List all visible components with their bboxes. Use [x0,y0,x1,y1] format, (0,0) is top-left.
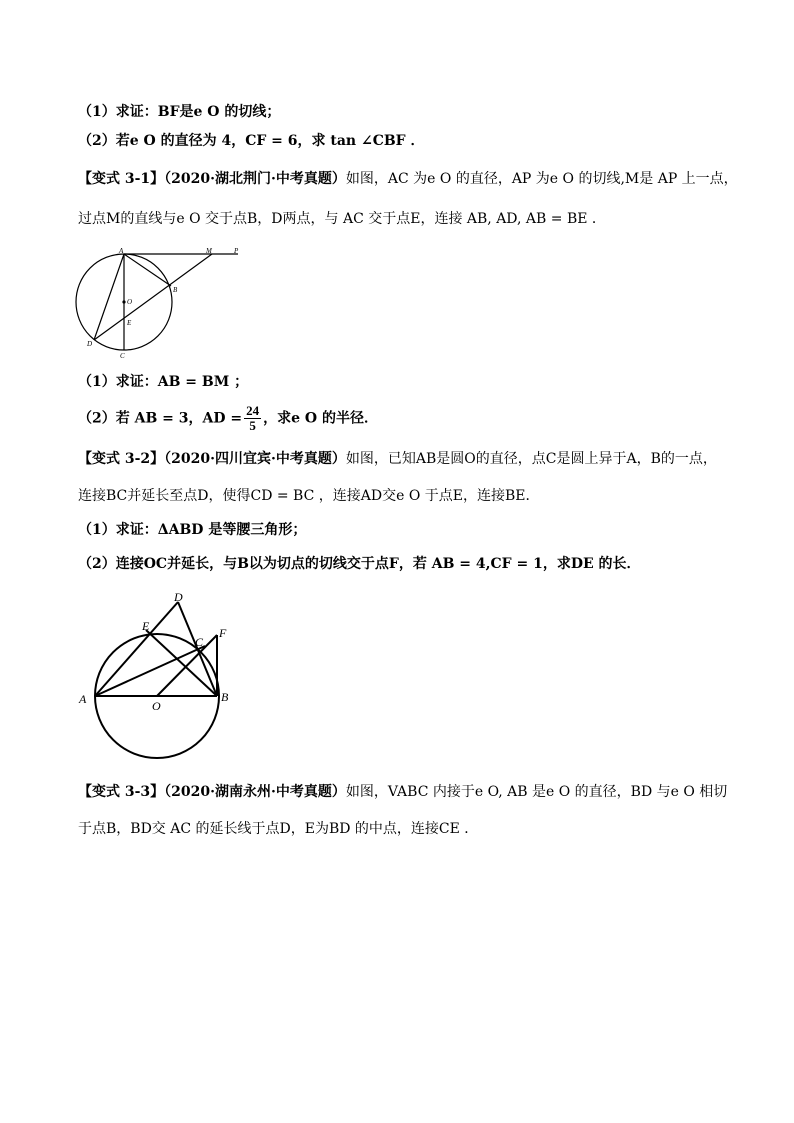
variant-3-2-text-1: 如图，已知AB是圆O的直径，点C是圆上异于A，B的一点， [345,451,717,467]
fig31-label-b: B [173,286,178,294]
variant-3-1-question-2 [78,404,378,433]
variant-3-2-statement-line1 [78,450,717,468]
variant-3-3-statement-line2: 于点B，BD交 AC 的延长线于点D，E为BD 的中点，连接CE ． [78,821,479,837]
variant-3-2-tag: 【变式 3-2】 [78,451,165,467]
variant-3-1-source: （2020·湖北荆门·中考真题） [164,171,346,187]
variant-3-1-statement-line1 [78,170,738,188]
variant-3-3-statement-line1 [78,783,727,801]
fig31-label-a: A [119,247,124,255]
variant-3-3-text-1: 如图，VABC 内接于e O, AB 是e O 的直径，BD 与e O 相切 [345,784,728,800]
fig32-label-a: A [79,692,87,706]
fig31-label-m: M [206,247,212,255]
fraction-24-5 [244,404,261,433]
variant-3-3-tag: 【变式 3-3】 [78,784,165,800]
variant-3-2-source: （2020·四川宜宾·中考真题） [164,451,346,467]
variant-3-1-question-1: （1）求证：AB = BM ； [78,374,249,390]
variant-3-1-figure [70,246,250,362]
variant-3-1-q2-post: ，求e O 的半径． [263,410,378,427]
variant-3-1-text-1: 如图，AC 为e O 的直径，AP 为e O 的切线,M是 AP 上一点， [345,171,738,187]
variant-3-3-source: （2020·湖南永州·中考真题） [164,784,346,800]
fig31-label-p: P [234,247,239,255]
fig31-label-c: C [120,352,125,360]
fig32-label-e: E [142,619,150,633]
fig31-label-d: D [87,340,93,348]
fraction-denominator: 5 [249,418,256,433]
variant-3-2-figure [74,588,244,763]
fig32-label-o: O [152,699,161,713]
prev-question-2: （2）若e O 的直径为 4，CF = 6，求 tan ∠CBF ． [78,133,425,149]
variant-3-2-question-2: （2）连接OC并延长，与B以为切点的切线交于点F，若 AB = 4,CF = 1，求DE 的长． [78,556,641,572]
variant-3-2-question-1: （1）求证：ΔABD 是等腰三角形； [78,522,307,538]
fraction-numerator: 24 [246,403,260,418]
fig31-label-o: O [127,298,133,306]
variant-3-2-statement-line2: 连接BC并延长至点D，使得CD = BC ，连接AD交e O 于点E，连接BE． [78,488,540,504]
fig32-label-c: C [195,635,204,649]
variant-3-1-q2-pre: （2）若 AB = 3，AD = [78,410,243,427]
prev-question-1: （1）求证：BF是e O 的切线； [78,104,281,120]
fig32-label-d: D [174,590,183,604]
fig32-label-b: B [221,690,229,704]
variant-3-1-tag: 【变式 3-1】 [78,171,165,187]
fig32-label-f: F [219,626,227,640]
fig31-label-e: E [127,319,132,327]
variant-3-1-statement-line2: 过点M的直线与e O 交于点B，D两点，与 AC 交于点E，连接 AB, AD, AB = BE ． [78,211,606,227]
